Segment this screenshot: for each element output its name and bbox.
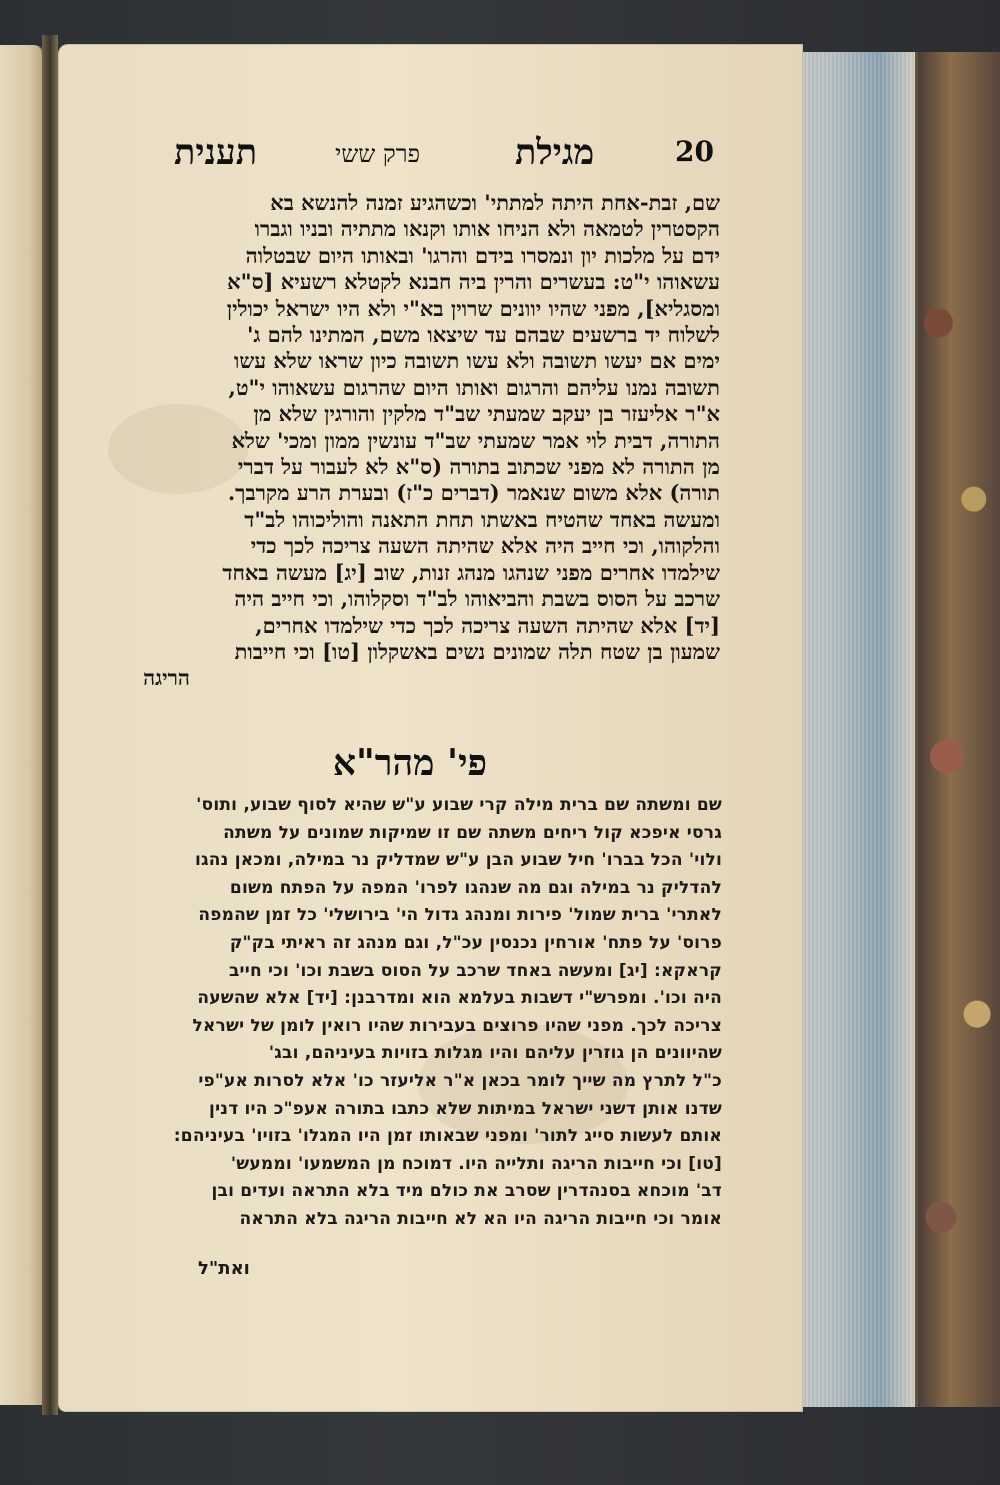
commentary-line: דב' מוכחא בסנהדרין שסרב את כולם מיד בלא התראה ועדים ובן — [211, 1181, 722, 1202]
commentary-line: גרסי איפכא קול ריחים משתה שם זו שמיקות שמונים על משתה — [223, 822, 722, 843]
main-text-line: התורה, דבית לוי אמר שמעתי שב"ד עונשין ממון ומכי' שלא — [231, 427, 720, 453]
commentary-final-word: ואת"ל — [198, 1258, 250, 1279]
main-text-line: לשלוח יד ברשעים שבהם עד שיצאו משם, המתינו להם ג' — [246, 322, 720, 348]
commentary-line: שדנו אותן דשני ישראל במיתות שלא כתבו בתורה אעפ"כ היו דנין — [209, 1098, 722, 1119]
main-text-line: תשובה נמנו עליהם והרגום ואותו היום שהרגום עשאוהו י"ט, — [228, 374, 720, 400]
commentary-line: שם ומשתה שם ברית מילה קרי שבוע ע"ש שהיא לסוף שבוע, ותוס' — [196, 795, 722, 815]
commentary-line: פרוס' על פתח' אורחין נכנסין עכ"ל, וגם מנהג זה ראיתי בק"ק — [229, 932, 722, 953]
main-text-line: שילמדו אחרים מפני שנהגו מנהג זנות, שוב [יג] מעשה באחד — [222, 559, 720, 585]
commentary-line: ולוי' הכל בברו' חיל שבוע הבן ע"ש שמדליק נר במילה, ומכאן נהגו — [194, 850, 722, 871]
left-page-edge — [0, 45, 44, 1405]
commentary-line: כ"ל לתרץ מה שייך לומר בכאן א"ר אליעזר כו' אלא לסרות אע"פי — [198, 1070, 722, 1091]
commentary-heading: פי' מהר"א — [332, 742, 488, 784]
main-text-line: שמעון בן שטח תלה שמונים נשים באשקלון [טו] וכי חייבות — [234, 638, 720, 664]
page-header — [120, 132, 714, 176]
main-text-line: הקסטרין לטמאה ולא הניחו אותו וקנאו מתתיה ובניו וגברו — [254, 216, 720, 242]
book-title-right: מגילת — [515, 132, 595, 173]
marbled-cover — [915, 52, 1000, 1407]
commentary-line: שהיוונים הן גוזרין עליהם והיו מגלות בזויות בעיניהם, ובג' — [268, 1043, 722, 1064]
main-text-line: עשאוהו י"ט: בעשרים והרין ביה חבנא לקטלא רשעיא [ס"א — [227, 269, 720, 295]
page-fore-edge — [790, 52, 920, 1407]
main-text-line: מן התורה לא מפני שכתוב בתורה (ס"א לא לעבור על דברי — [237, 454, 720, 480]
book-gutter — [42, 35, 58, 1415]
main-text-line: והלקוהו, וכי חייב היה אלא שהיתה השעה צריכה לכך כדי — [250, 533, 720, 559]
commentary-line: צריכה לכך. מפני שהיו פרוצים בעבירות שהיו רואין לומן של ישראל — [192, 1015, 722, 1036]
commentary-line: [טו] וכי חייבות הריגה ותלייה היו. דמוכח מן המשמעו' וממעש' — [230, 1153, 722, 1174]
main-text-line: ימים אם יעשו תשובה ולא עשו תשובה כיון שראו שלא עשו — [233, 348, 720, 374]
main-text-line: שרכב על הסוס בשבת והביאוהו לב"ד וסקלוהו, וכי חייב היה — [234, 586, 720, 612]
commentary-line: להדליק נר במילה וגם מה שנהגו לפרו' המפה על הפתח משום — [229, 877, 722, 898]
chapter-label: פרק ששי — [335, 140, 421, 168]
main-text-line: ומעשה באחד שהטיח באשתו תחת התאנה והוליכוהו לב"ד — [244, 506, 720, 532]
main-text-line: תורה) אלא משום שנאמר (דברים כ"ז) ובערת הרע מקרבך. — [227, 480, 720, 506]
commentary-line: קראקא: [יג] ומעשה באחד שרכב על הסוס בשבת וכו' וכי חייב — [228, 960, 722, 981]
main-text-line: א"ר אליעזר בן יעקב שמעתי שב"ד מלקין והורגין שלא מן — [253, 401, 720, 427]
main-text-line: ומסגליא], מפני שהיו יוונים שרוין בא"י ולא היו ישראל יכולין — [226, 295, 720, 321]
main-text-line: ידם על מלכות יון ונמסרו בידם והרגו' ובאותו היום שבטלוה — [245, 242, 720, 268]
main-text-line: שם, זבת-אחת היתה למתתי' וכשהגיע זמנה להנשא בא — [270, 190, 720, 215]
page-number: 20 — [675, 135, 714, 168]
commentary-text-block — [102, 792, 722, 1234]
commentary-line: אומר וכי חייבות הריגה היו הא לא חייבות הריגה בלא התראה — [239, 1208, 722, 1229]
main-text-line: [יד] אלא שהיתה השעה צריכה לכך כדי שילמדו אחרים, — [255, 612, 720, 638]
commentary-line: היה וכו'. ומפרש"י דשבות בעלמא הוא ומדרבנן: [יד] אלא שהשעה — [197, 988, 722, 1009]
commentary-line: לאתרי' ברית שמול' פירות ומנהג גדול הי' בירושלי' כל זמן שהמפה — [198, 905, 722, 926]
commentary-line: אותם לעשות סייג לתור' ומפני שבאותו זמן היו המגלו' בזויו' בעיניהם: — [173, 1126, 722, 1147]
book-title-left: תענית — [174, 132, 258, 173]
main-text-block — [100, 190, 720, 692]
main-text-last-line: הריגה — [143, 665, 190, 691]
